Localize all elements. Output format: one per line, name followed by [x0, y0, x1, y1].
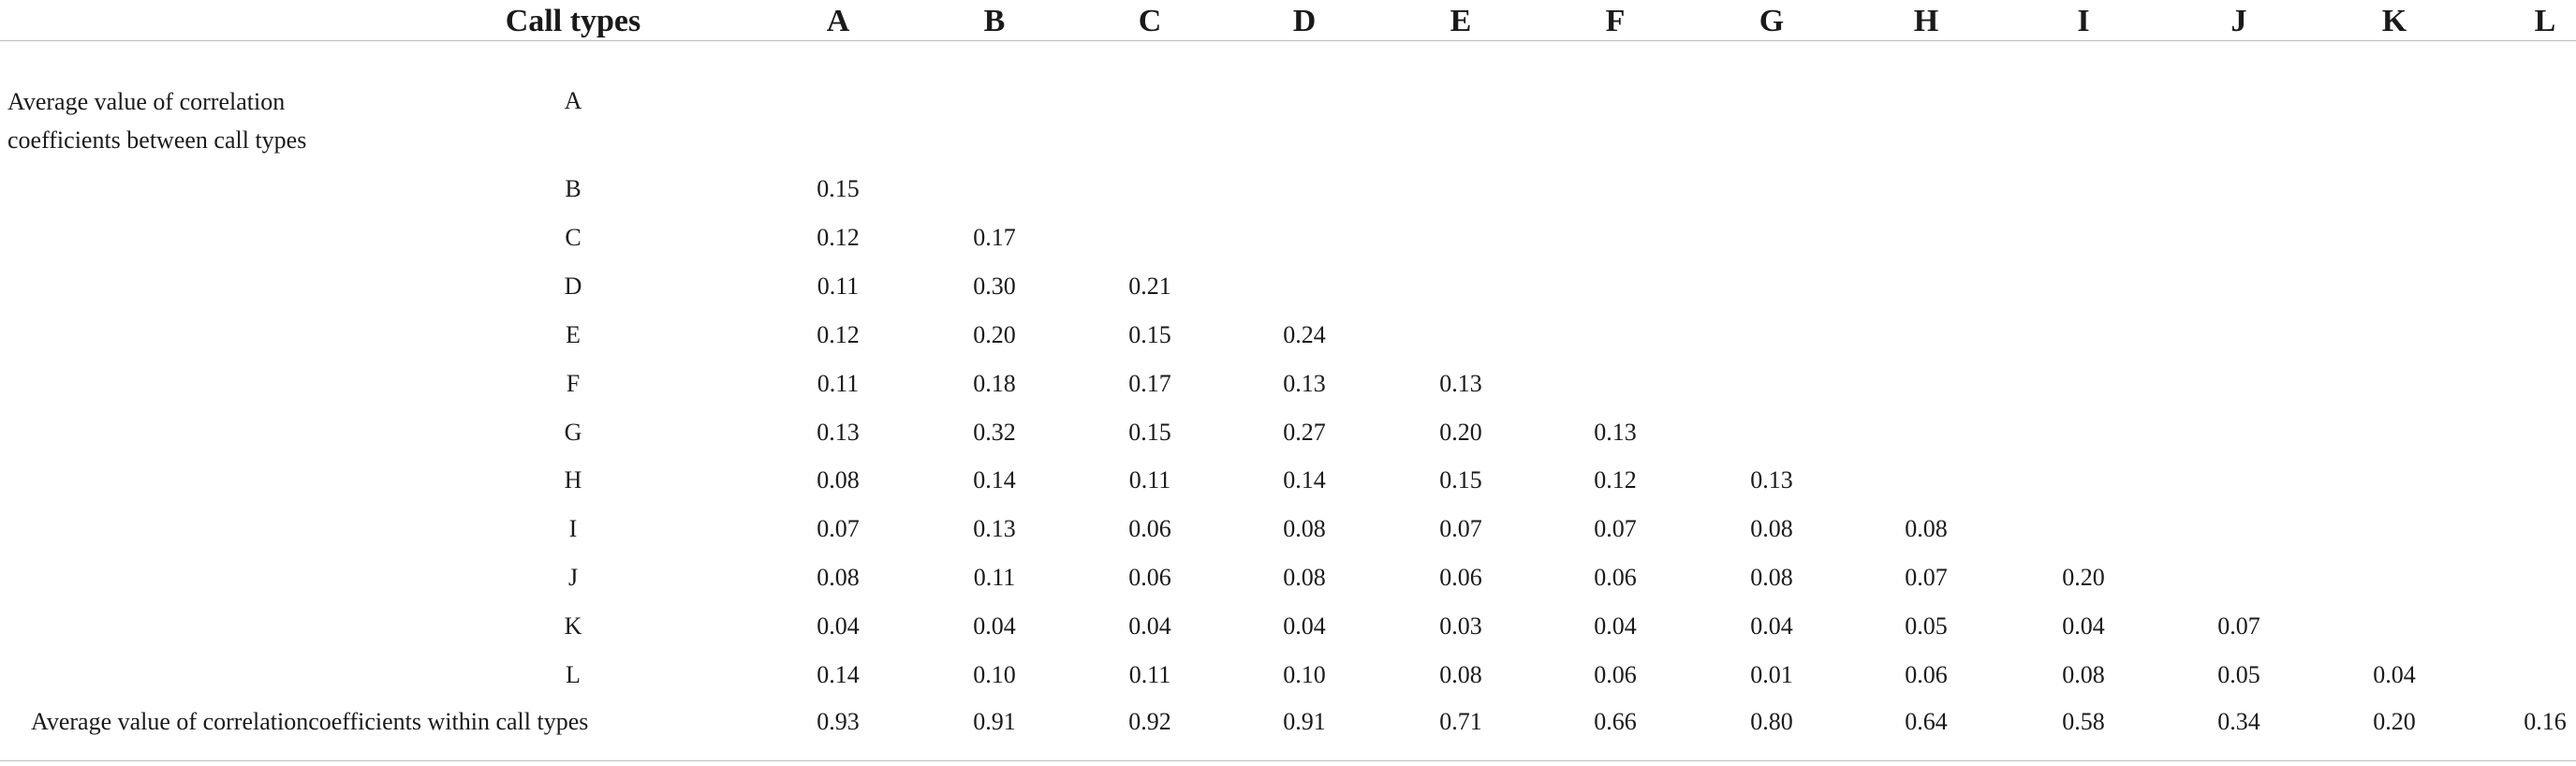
column-header-l: L: [2534, 4, 2556, 38]
bottom-rule: [0, 760, 2576, 761]
between-label-line1: Average value of correlation: [7, 88, 286, 115]
row-label-f: F: [566, 370, 581, 397]
table-cell: 0.13: [1283, 370, 1326, 397]
row-label-a: A: [564, 87, 582, 114]
column-header-e: E: [1450, 4, 1472, 38]
row-label-i: I: [568, 515, 578, 542]
table-cell: 0.07: [817, 515, 860, 542]
table-cell: 0.27: [1283, 419, 1326, 446]
row-label-g: G: [564, 419, 582, 446]
table-cell: 0.21: [1128, 273, 1171, 300]
within-section-label: Average value of correlationcoefficients within call types: [31, 708, 589, 735]
table-cell: 0.01: [1750, 661, 1793, 688]
table-cell: 0.13: [1439, 370, 1482, 397]
table-cell: 0.04: [2062, 612, 2105, 640]
table-cell: 0.07: [2217, 612, 2260, 640]
table-cell: 0.04: [973, 612, 1016, 640]
column-header-d: D: [1292, 4, 1317, 38]
table-cell: 0.12: [1594, 466, 1637, 493]
column-header-b: B: [983, 4, 1006, 38]
table-cell: 0.08: [1750, 564, 1793, 591]
table-cell: 0.13: [1594, 419, 1637, 446]
within-cell-e: 0.71: [1439, 708, 1482, 735]
column-header-a: A: [826, 4, 850, 38]
within-cell-g: 0.80: [1750, 708, 1793, 735]
header-call-types: Call types: [505, 4, 641, 38]
column-header-h: H: [1913, 4, 1939, 38]
row-label-k: K: [564, 612, 582, 640]
table-cell: 0.13: [1750, 466, 1793, 493]
table-cell: 0.04: [1594, 612, 1637, 640]
header-rule: [0, 40, 2576, 41]
table-cell: 0.11: [817, 370, 860, 397]
table-cell: 0.32: [973, 419, 1016, 446]
within-cell-b: 0.91: [973, 708, 1016, 735]
table-cell: 0.08: [1283, 515, 1326, 542]
row-label-b: B: [565, 175, 581, 202]
table-cell: 0.20: [2062, 564, 2105, 591]
table-cell: 0.11: [1128, 466, 1171, 493]
within-cell-i: 0.58: [2062, 708, 2105, 735]
table-cell: 0.20: [1439, 419, 1482, 446]
column-header-j: J: [2230, 4, 2247, 38]
table-cell: 0.12: [817, 321, 860, 348]
table-cell: 0.07: [1594, 515, 1637, 542]
row-label-l: L: [566, 661, 581, 688]
table-cell: 0.04: [2373, 661, 2416, 688]
table-cell: 0.13: [817, 419, 860, 446]
table-cell: 0.15: [1128, 321, 1171, 348]
table-cell: 0.14: [817, 661, 860, 688]
table-cell: 0.11: [1128, 661, 1171, 688]
table-cell: 0.11: [973, 564, 1016, 591]
table-cell: 0.08: [1750, 515, 1793, 542]
table-cell: 0.07: [1905, 564, 1948, 591]
row-label-d: D: [564, 273, 582, 300]
column-header-g: G: [1759, 4, 1785, 38]
table-cell: 0.14: [1283, 466, 1326, 493]
table-cell: 0.20: [973, 321, 1016, 348]
table-cell: 0.06: [1128, 564, 1171, 591]
table-cell: 0.08: [1905, 515, 1948, 542]
within-cell-c: 0.92: [1128, 708, 1171, 735]
within-cell-k: 0.20: [2373, 708, 2416, 735]
table-cell: 0.08: [817, 564, 860, 591]
table-cell: 0.04: [1283, 612, 1326, 640]
within-cell-j: 0.34: [2217, 708, 2260, 735]
table-cell: 0.08: [2062, 661, 2105, 688]
within-cell-a: 0.93: [817, 708, 860, 735]
table-cell: 0.08: [1439, 661, 1482, 688]
within-cell-f: 0.66: [1594, 708, 1637, 735]
table-cell: 0.03: [1439, 612, 1482, 640]
within-cell-d: 0.91: [1283, 708, 1326, 735]
column-header-i: I: [2077, 4, 2090, 38]
column-header-k: K: [2381, 4, 2407, 38]
table-cell: 0.08: [1283, 564, 1326, 591]
within-cell-h: 0.64: [1905, 708, 1948, 735]
table-cell: 0.17: [973, 224, 1016, 251]
table-cell: 0.06: [1128, 515, 1171, 542]
table-cell: 0.06: [1905, 661, 1948, 688]
within-cell-l: 0.16: [2524, 708, 2567, 735]
table-cell: 0.04: [1128, 612, 1171, 640]
table-cell: 0.24: [1283, 321, 1326, 348]
table-cell: 0.07: [1439, 515, 1482, 542]
row-label-c: C: [565, 224, 581, 251]
table-cell: 0.30: [973, 273, 1016, 300]
table-cell: 0.04: [817, 612, 860, 640]
table-cell: 0.06: [1594, 564, 1637, 591]
table-cell: 0.12: [817, 224, 860, 251]
between-label-line2: coefficients between call types: [7, 126, 307, 154]
table-cell: 0.08: [817, 466, 860, 493]
between-section-label: [7, 82, 306, 159]
row-label-e: E: [566, 321, 581, 348]
table-cell: 0.05: [2217, 661, 2260, 688]
table-cell: 0.18: [973, 370, 1016, 397]
table-cell: 0.10: [1283, 661, 1326, 688]
table-cell: 0.06: [1594, 661, 1637, 688]
table-cell: 0.05: [1905, 612, 1948, 640]
table-cell: 0.14: [973, 466, 1016, 493]
table-cell: 0.13: [973, 515, 1016, 542]
table-cell: 0.04: [1750, 612, 1793, 640]
table-cell: 0.15: [1128, 419, 1171, 446]
row-label-j: J: [567, 564, 579, 591]
row-label-h: H: [564, 466, 582, 493]
column-header-c: C: [1138, 4, 1162, 38]
column-header-f: F: [1605, 4, 1626, 38]
table-cell: 0.15: [1439, 466, 1482, 493]
table-cell: 0.06: [1439, 564, 1482, 591]
table-cell: 0.15: [817, 175, 860, 202]
table-cell: 0.10: [973, 661, 1016, 688]
table-cell: 0.11: [817, 273, 860, 300]
table-cell: 0.17: [1128, 370, 1171, 397]
